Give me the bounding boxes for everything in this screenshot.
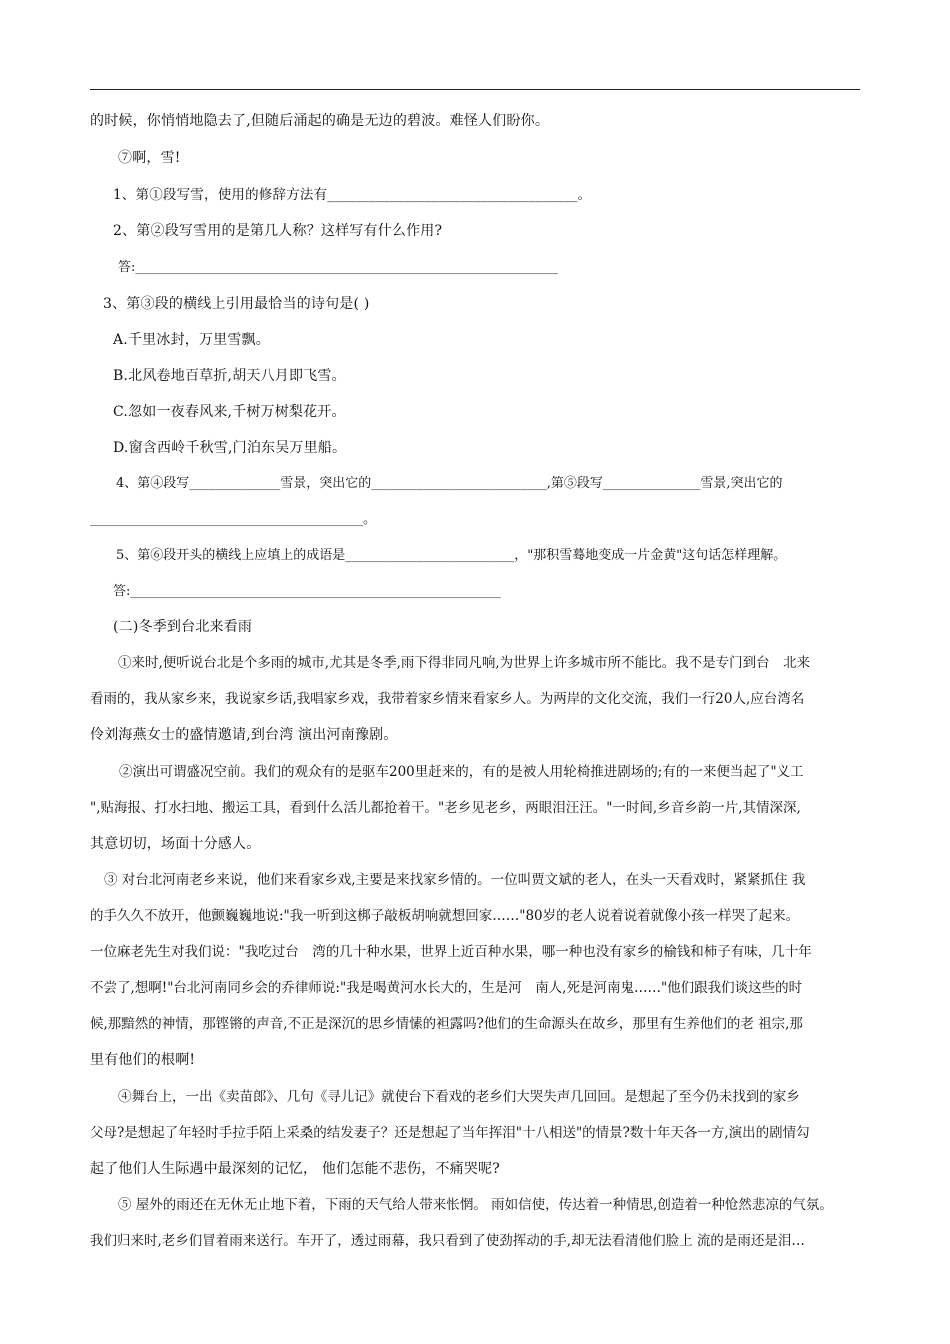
option-a: A.千里冰封，万里雪飘。 (113, 332, 270, 348)
answer-line: 答:_________________________________________________________ (113, 584, 501, 599)
passage-line: ①来时,便听说台北是个多雨的城市,尤其是冬季,雨下得非同凡响,为世界上许多城市所不能比。我不是专门到台 北来 (118, 655, 811, 671)
option-c: C.忽如一夜春风来,千树万树梨花开。 (113, 404, 346, 420)
passage-line: ⑦啊，雪! (118, 150, 181, 166)
passage-line: 起了他们人生际遇中最深刻的记忆， 他们怎能不悲伤，不痛哭呢? (90, 1161, 500, 1177)
passage-line: 伶刘海燕女士的盛情邀请,到台湾 演出河南豫剧。 (90, 727, 398, 743)
passage-line: 我们归来时,老乡们冒着雨来送行。车开了，透过雨幕，我只看到了使劲挥动的手,却无法看清他们脸上 流的是雨还是泪… (90, 1233, 805, 1249)
question-1: 1、第①段写雪，使用的修辞方法有____________________________________。 (113, 187, 592, 203)
passage-line: ③ 对台北河南老乡来说，他们来看家乡戏,主要是来找家乡情的。一位叫贾文斌的老人，在头一天看戏时，紧紧抓住 我 (104, 872, 806, 888)
passage-line: 的手久久不放开，他颤巍巍地说:"我一听到这梆子敲板胡响就想回家……"80岁的老人说着说着就像小孩一样哭了起来。 (90, 908, 800, 924)
question-4-continued: __________________________________________。 (90, 512, 376, 527)
passage-line: ②演出可谓盛况空前。我们的观众有的是驱车200里赶来的，有的是被人用轮椅推进剧场的;有的一来便当起了"义工 (119, 764, 804, 780)
answer-line: 答:_________________________________________________________________ (118, 260, 558, 275)
section-title: (二)冬季到台北来看雨 (113, 619, 253, 635)
option-d: D.窗含西岭千秋雪,门泊东吴万里船。 (113, 440, 347, 456)
passage-line: ",贴海报、打水扫地、搬运工具，看到什么活儿都抢着干。"老乡见老乡，两眼泪汪汪。"一时间,乡音乡韵一片,其情深深, (90, 800, 801, 816)
passage-line: ⑤ 屋外的雨还在无休无止地下着，下雨的天气给人带来怅惘。 雨如信使，传达着一种情思,创造着一种怆然悲凉的气氛。 (118, 1197, 833, 1213)
passage-line: 候,那黯然的神情，那铿锵的声音,不正是深沉的思乡情愫的袒露吗?他们的生命源头在故乡，那里有生养他们的老 祖宗,那 (90, 1016, 803, 1032)
question-2: 2、第②段写雪用的是第几人称？这样写有什么作用? (113, 223, 443, 239)
question-5: 5、第⑥段开头的横线上应填上的成语是__________________________，"那积雪蓦地变成一片金黄"这句话怎样理解。 (116, 548, 787, 563)
passage-line: 的时候，你悄悄地隐去了,但随后涌起的确是无边的碧波。难怪人们盼你。 (90, 113, 550, 129)
option-b: B.北风卷地百草折,胡天八月即飞雪。 (113, 368, 346, 384)
passage-line: 不尝了,想啊!"台北河南同乡会的乔律师说:"我是喝黄河水长大的，生是河 南人,死是河南鬼……"他们跟我们谈这些的时 (90, 980, 803, 996)
passage-line: ④舞台上，一出《卖苗郎》、几句《寻儿记》就使台下看戏的老乡们大哭失声几回回。是想起了至今仍未找到的家乡 (118, 1089, 800, 1105)
passage-line: 看雨的，我从家乡来，我说家乡话,我唱家乡戏，我带着家乡情来看家乡人。为两岸的文化交流，我们一行20人,应台湾名 (90, 691, 805, 707)
passage-line: 其意切切，场面十分感人。 (90, 836, 261, 852)
passage-line: 父母?是想起了年轻时手拉手陌上采桑的结发妻子？还是想起了当年挥泪"十八相送"的情景?数十年天各一方,演出的剧情勾 (90, 1125, 810, 1141)
question-4: 4、第④段写______________雪景，突出它的___________________________,第⑤段写_______________雪景,突出它的 (116, 476, 783, 491)
header-rule (90, 89, 860, 90)
question-3: 3、第③段的横线上引用最恰当的诗句是( ) (103, 296, 370, 312)
passage-line: 里有他们的根啊! (90, 1052, 196, 1068)
passage-line: 一位麻老先生对我们说："我吃过台 湾的几十种水果，世界上近百种水果，哪一种也没有家乡的榆钱和柿子有味，几十年 (90, 944, 812, 960)
